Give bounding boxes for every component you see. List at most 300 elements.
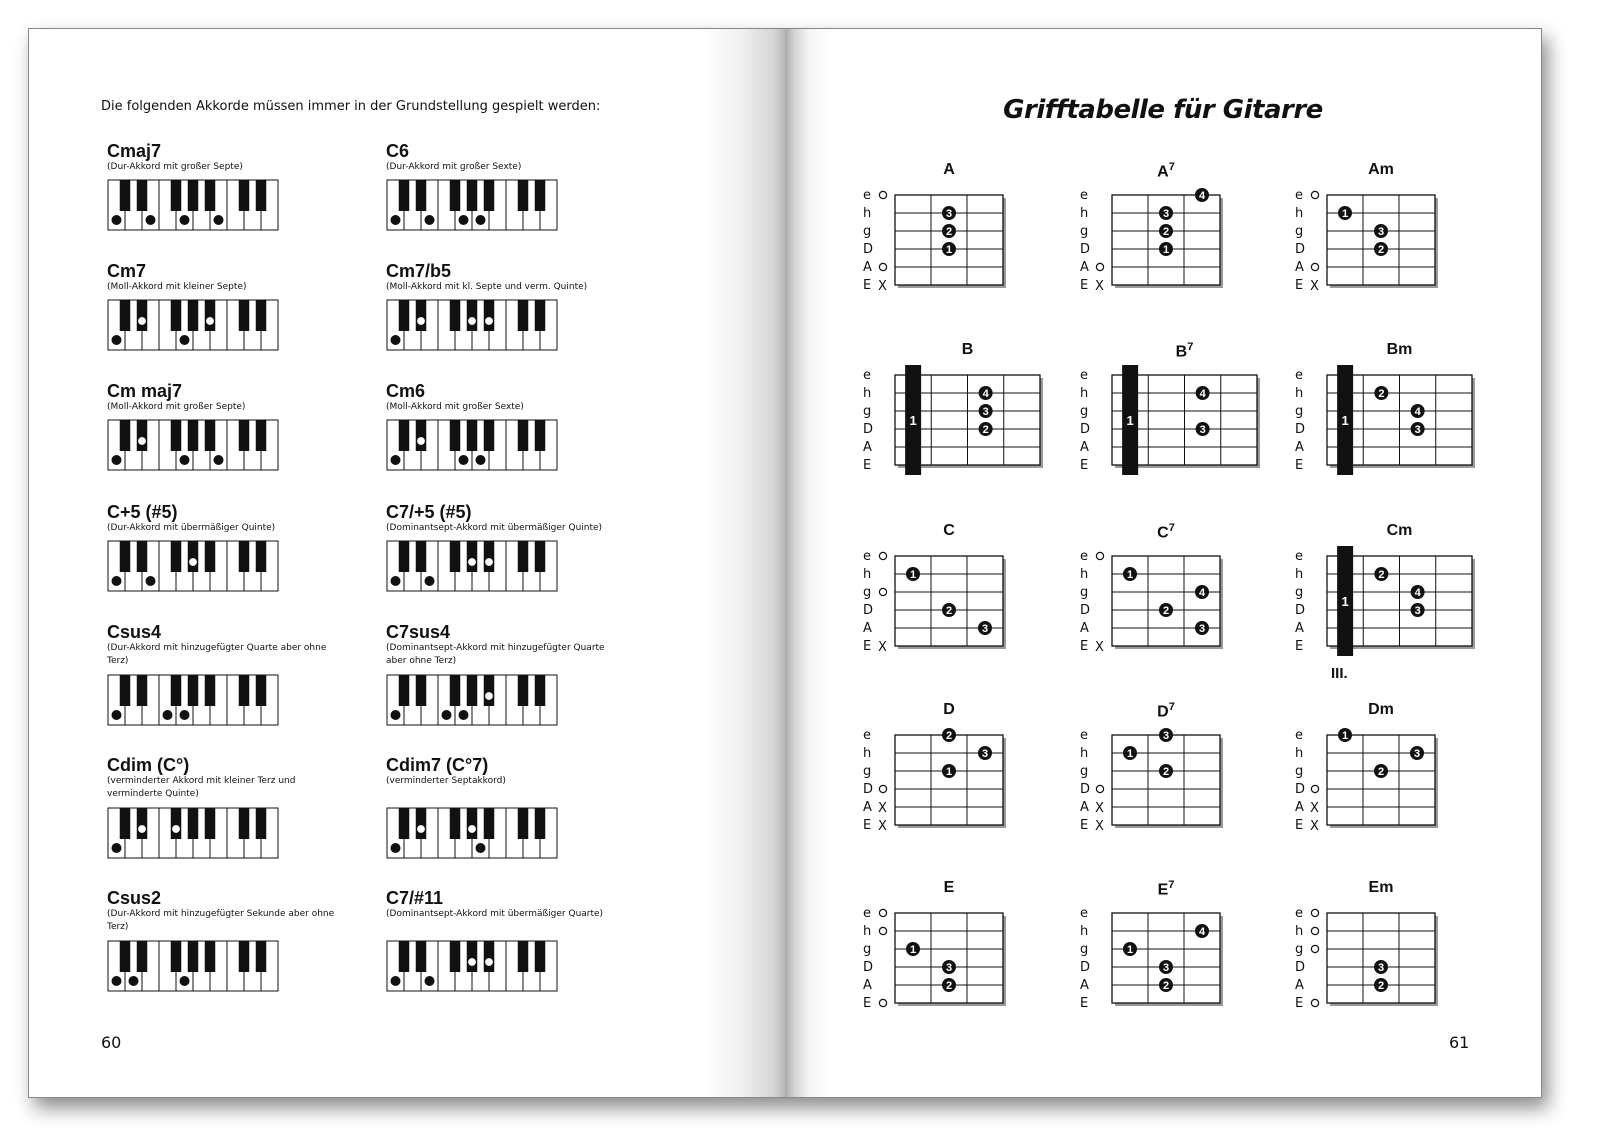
black-key: [120, 675, 131, 706]
chord-name-text: D: [943, 701, 955, 718]
finger-number: 2: [1378, 388, 1385, 400]
black-key: [484, 808, 495, 839]
string-name-label: E: [1295, 639, 1304, 654]
string-name-label: h: [1295, 924, 1304, 939]
open-string-mark: [1096, 263, 1103, 270]
chord-name-text: Bm: [1386, 341, 1413, 358]
guitar-chord-chart: [1072, 341, 1282, 491]
black-key: [399, 300, 410, 331]
black-key: [188, 808, 199, 839]
black-key: [137, 941, 148, 972]
black-key: [467, 941, 478, 972]
finger-number: 3: [945, 962, 953, 974]
string-name-label: g: [1295, 942, 1304, 957]
chord-superscript: 7: [1168, 701, 1175, 713]
black-key: [399, 675, 410, 706]
string-name-label: D: [863, 242, 874, 257]
muted-string-mark: X: [878, 640, 887, 655]
black-key: [171, 180, 182, 211]
string-name-label: E: [863, 278, 872, 293]
open-string-mark: [1311, 263, 1318, 270]
black-key: [535, 675, 546, 706]
black-key: [518, 941, 529, 972]
white-key-dot: [476, 455, 486, 465]
piano-keyboard: [386, 299, 558, 351]
string-name-label: g: [1080, 764, 1089, 779]
string-name-label: h: [1295, 206, 1304, 221]
chord-diagram: [855, 341, 1065, 491]
finger-number: 3: [1414, 605, 1421, 617]
black-key: [171, 675, 182, 706]
keyboard-chord: [386, 622, 686, 732]
string-name-label: g: [1295, 404, 1304, 419]
black-key-dot: [485, 692, 494, 701]
white-key-dot: [180, 710, 190, 720]
string-name-label: E: [1295, 458, 1304, 473]
white-key-dot: [112, 843, 122, 853]
string-name-label: h: [1080, 206, 1089, 221]
chord-name-text: Dm: [1368, 701, 1394, 718]
black-key-dot: [417, 317, 426, 326]
open-string-mark: [879, 552, 886, 559]
chord-description: (Moll-Akkord mit kleiner Septe): [107, 282, 247, 292]
white-key-dot: [214, 215, 224, 225]
black-key: [467, 180, 478, 211]
black-key: [188, 420, 199, 451]
black-key: [484, 420, 495, 451]
finger-number: 3: [1198, 623, 1206, 635]
string-name-label: E: [1080, 996, 1089, 1011]
finger-number: 1: [1126, 569, 1134, 581]
chord-name: Cm7/b5: [386, 261, 452, 281]
muted-string-mark: X: [1310, 279, 1319, 294]
open-string-mark: [1311, 909, 1318, 916]
open-string-mark: [879, 785, 886, 792]
black-key: [467, 420, 478, 451]
chord-name: Cm maj7: [107, 381, 183, 401]
keyboard-chord: [386, 261, 686, 371]
open-string-mark: [1096, 785, 1103, 792]
chord-description: (Dur-Akkord mit hinzugefügter Sekunde aber ohne Terz): [107, 909, 335, 932]
white-key-dot: [112, 976, 122, 986]
black-key: [467, 300, 478, 331]
keyboard-chord: [386, 141, 686, 251]
chord-diagram: [855, 879, 1065, 1029]
white-key-dot: [112, 455, 122, 465]
string-name-label: e: [1080, 368, 1088, 383]
chord-description: (verminderter Septakkord): [386, 776, 506, 786]
piano-keyboard: [107, 807, 279, 859]
black-key-dot: [417, 825, 426, 834]
black-key: [137, 541, 148, 572]
chord-description: (Dominantsept-Akkord mit übermäßiger Quinte): [386, 523, 603, 533]
string-name-label: g: [863, 585, 872, 600]
white-key-dot: [146, 576, 156, 586]
finger-number: 3: [1162, 962, 1170, 974]
guitar-chord-chart: [855, 341, 1065, 491]
black-key: [518, 420, 529, 451]
black-key: [256, 675, 267, 706]
guitar-chord-chart: [855, 161, 1065, 311]
guitar-chord-chart: [1287, 701, 1497, 851]
string-name-label: h: [863, 567, 872, 582]
page-number-right: 61: [1449, 1033, 1470, 1052]
keyboard-chord: [107, 141, 407, 251]
string-name-label: E: [1080, 639, 1089, 654]
chord-diagram: [1072, 341, 1282, 491]
open-string-mark: [879, 999, 886, 1006]
finger-number: 3: [945, 208, 953, 220]
black-key: [399, 420, 410, 451]
piano-keyboard: [386, 540, 558, 592]
chord-diagram: [1072, 161, 1282, 311]
black-key-dot: [417, 437, 426, 446]
black-key-dot: [468, 958, 477, 967]
finger-number: 2: [1162, 605, 1170, 617]
position-marker: III.: [1331, 665, 1348, 682]
chord-name-text: B: [1175, 343, 1188, 361]
black-key: [120, 808, 131, 839]
string-name-label: D: [863, 960, 874, 975]
black-key: [416, 180, 427, 211]
finger-number: 2: [945, 980, 953, 992]
guitar-chord-chart: [855, 701, 1065, 851]
chord-description: (Dominantsept-Akkord mit übermäßiger Quarte): [386, 909, 604, 919]
white-key-dot: [391, 976, 401, 986]
string-name-label: h: [1295, 386, 1304, 401]
keyboard-chord: [386, 755, 686, 865]
black-key-dot: [485, 958, 494, 967]
black-key: [120, 941, 131, 972]
string-name-label: A: [1080, 978, 1089, 993]
piano-keyboard: [386, 674, 558, 726]
black-key: [518, 675, 529, 706]
string-name-label: g: [863, 224, 872, 239]
white-key-dot: [129, 976, 139, 986]
open-string-mark: [879, 927, 886, 934]
string-name-label: D: [863, 603, 874, 618]
white-key-dot: [459, 710, 469, 720]
finger-number: 3: [1413, 748, 1421, 760]
black-key: [188, 541, 199, 572]
chord-name: C7sus4: [386, 622, 451, 642]
chord-superscript: 7: [1168, 161, 1175, 173]
finger-number: 4: [982, 388, 989, 400]
piano-keyboard: [107, 179, 279, 231]
guitar-chord-chart: [1072, 522, 1282, 672]
string-name-label: E: [863, 458, 872, 473]
black-key: [256, 808, 267, 839]
chord-diagram: [1287, 522, 1497, 672]
black-key: [399, 541, 410, 572]
chord-name-text: Am: [1368, 161, 1394, 178]
black-key: [450, 180, 461, 211]
black-key: [171, 300, 182, 331]
black-key: [239, 808, 250, 839]
finger-number: 4: [1414, 406, 1421, 418]
finger-number: 4: [1198, 190, 1206, 202]
finger-number: 2: [945, 605, 953, 617]
chord-name-text: D: [1157, 703, 1169, 721]
string-name-label: D: [1295, 422, 1306, 437]
chord-name: C6: [386, 141, 410, 161]
string-name-label: e: [1080, 549, 1088, 564]
black-key-dot: [206, 317, 215, 326]
string-name-label: e: [1295, 549, 1303, 564]
black-key: [450, 420, 461, 451]
finger-number: 4: [1199, 388, 1206, 400]
string-name-label: E: [1080, 458, 1089, 473]
chord-diagram: [1072, 522, 1282, 672]
white-key-dot: [180, 335, 190, 345]
muted-string-mark: X: [1095, 279, 1104, 294]
finger-number: 3: [982, 406, 989, 418]
string-name-label: h: [1080, 567, 1089, 582]
white-key-dot: [442, 710, 452, 720]
open-string-mark: [1311, 945, 1318, 952]
finger-number: 1: [1341, 208, 1349, 220]
open-string-mark: [1311, 785, 1318, 792]
string-name-label: D: [1080, 603, 1091, 618]
string-name-label: E: [863, 818, 872, 833]
guitar-chord-chart: [1072, 879, 1282, 1029]
songbook-spread: [28, 28, 1542, 1098]
keyboard-chord: [107, 755, 407, 865]
guitar-chord-chart: [1287, 879, 1497, 1029]
chord-name-text: E: [1157, 881, 1169, 899]
chord-name-text: A: [943, 161, 955, 178]
black-key: [518, 300, 529, 331]
barre-finger-number: 1: [1341, 413, 1349, 428]
barre-finger-number: 1: [1341, 594, 1349, 609]
chord-superscript: 7: [1168, 522, 1175, 534]
guitar-chord-chart: [855, 522, 1065, 672]
black-key: [137, 300, 148, 331]
string-name-label: e: [1295, 188, 1303, 203]
white-key-dot: [459, 455, 469, 465]
string-name-label: E: [863, 996, 872, 1011]
white-key-dot: [112, 335, 122, 345]
black-key: [416, 541, 427, 572]
finger-number: 1: [1341, 730, 1349, 742]
black-key: [467, 541, 478, 572]
finger-number: 3: [981, 623, 989, 635]
string-name-label: A: [1295, 978, 1304, 993]
page-title: Grifftabelle für Gitarre: [1003, 95, 1323, 125]
string-name-label: A: [1080, 260, 1089, 275]
muted-string-mark: X: [1310, 801, 1319, 816]
finger-number: 1: [1162, 244, 1170, 256]
black-key: [535, 180, 546, 211]
black-key: [416, 808, 427, 839]
string-name-label: h: [1295, 746, 1304, 761]
string-name-label: e: [1295, 728, 1303, 743]
string-name-label: h: [863, 746, 872, 761]
black-key-dot: [172, 825, 181, 834]
black-key: [518, 808, 529, 839]
chord-name-text: C: [1157, 524, 1169, 542]
muted-string-mark: X: [1310, 819, 1319, 834]
black-key: [535, 300, 546, 331]
keyboard-chord: [107, 888, 407, 998]
black-key: [171, 420, 182, 451]
string-name-label: A: [1080, 440, 1089, 455]
piano-keyboard: [107, 540, 279, 592]
guitar-chord-chart: [1072, 161, 1282, 311]
finger-number: 2: [1377, 980, 1385, 992]
finger-number: 3: [1377, 962, 1385, 974]
chord-diagram: [1287, 341, 1497, 491]
finger-number: 4: [1198, 587, 1206, 599]
white-key-dot: [391, 710, 401, 720]
white-key-dot: [112, 710, 122, 720]
black-key: [120, 420, 131, 451]
finger-number: 2: [945, 226, 953, 238]
string-name-label: h: [863, 924, 872, 939]
black-key: [239, 941, 250, 972]
white-key-dot: [214, 455, 224, 465]
black-key: [171, 941, 182, 972]
open-string-mark: [1096, 552, 1103, 559]
black-key: [205, 808, 216, 839]
black-key: [450, 300, 461, 331]
string-name-label: A: [863, 621, 872, 636]
keyboard-chord: [107, 622, 407, 732]
string-name-label: e: [1295, 906, 1303, 921]
black-key: [535, 941, 546, 972]
string-name-label: h: [1080, 746, 1089, 761]
string-name-label: A: [863, 800, 872, 815]
chord-name: C7/+5 (#5): [386, 502, 472, 522]
chord-name: Csus2: [107, 888, 162, 908]
finger-number: 3: [981, 748, 989, 760]
muted-string-mark: X: [878, 819, 887, 834]
black-key: [450, 941, 461, 972]
white-key-dot: [425, 576, 435, 586]
string-name-label: g: [1080, 404, 1089, 419]
string-name-label: A: [1295, 260, 1304, 275]
open-string-mark: [879, 263, 886, 270]
finger-number: 3: [1199, 424, 1206, 436]
barre-finger-number: 1: [909, 413, 917, 428]
black-key: [239, 675, 250, 706]
chord-name: Cdim7 (C°7): [386, 755, 489, 775]
chord-name: Cmaj7: [107, 141, 162, 161]
muted-string-mark: X: [1095, 819, 1104, 834]
muted-string-mark: X: [1095, 801, 1104, 816]
keyboard-chord: [107, 381, 407, 491]
chord-description: (Dominantsept-Akkord mit hinzugefügter Quarte aber ohne Terz): [386, 643, 605, 666]
black-key: [416, 420, 427, 451]
string-name-label: e: [863, 728, 871, 743]
string-name-label: A: [863, 978, 872, 993]
chord-name: Cdim (C°): [107, 755, 190, 775]
black-key: [205, 300, 216, 331]
black-key: [484, 941, 495, 972]
chord-description: (Moll-Akkord mit großer Septe): [107, 402, 246, 412]
black-key: [188, 941, 199, 972]
finger-number: 2: [945, 730, 953, 742]
string-name-label: e: [1080, 728, 1088, 743]
string-name-label: g: [1295, 224, 1304, 239]
string-name-label: D: [1295, 242, 1306, 257]
black-key: [399, 180, 410, 211]
black-key: [535, 541, 546, 572]
string-name-label: e: [863, 368, 871, 383]
white-key-dot: [391, 843, 401, 853]
black-key: [416, 675, 427, 706]
string-name-label: E: [863, 639, 872, 654]
black-key: [188, 675, 199, 706]
guitar-chord-chart: [1287, 522, 1497, 672]
black-key: [535, 420, 546, 451]
open-string-mark: [1311, 191, 1318, 198]
chord-description: (Dur-Akkord mit großer Sexte): [386, 162, 522, 172]
finger-number: 3: [1414, 424, 1421, 436]
black-key: [205, 420, 216, 451]
string-name-label: A: [863, 440, 872, 455]
white-key-dot: [459, 215, 469, 225]
keyboard-chord: [386, 381, 686, 491]
right-page: [785, 29, 1541, 1097]
white-key-dot: [425, 215, 435, 225]
white-key-dot: [476, 843, 486, 853]
string-name-label: D: [1295, 960, 1306, 975]
white-key-dot: [180, 215, 190, 225]
string-name-label: A: [1080, 621, 1089, 636]
black-key: [120, 180, 131, 211]
black-key: [467, 808, 478, 839]
white-key-dot: [146, 215, 156, 225]
finger-number: 4: [1198, 926, 1206, 938]
white-key-dot: [180, 976, 190, 986]
white-key-dot: [391, 455, 401, 465]
finger-number: 2: [982, 424, 989, 436]
chord-description: (verminderter Akkord mit kleiner Terz und verminderte Quinte): [107, 776, 296, 799]
chord-diagram: [1287, 879, 1497, 1029]
black-key: [450, 675, 461, 706]
piano-keyboard: [386, 179, 558, 231]
finger-number: 2: [1377, 766, 1385, 778]
piano-keyboard: [386, 419, 558, 471]
black-key-dot: [138, 317, 147, 326]
chord-name-text: Cm: [1386, 522, 1413, 539]
white-key-dot: [391, 335, 401, 345]
string-name-label: g: [1080, 942, 1089, 957]
barre-finger-number: 1: [1126, 413, 1134, 428]
string-name-label: A: [1080, 800, 1089, 815]
string-name-label: g: [1295, 764, 1304, 779]
black-key: [137, 180, 148, 211]
chord-name-text: Em: [1368, 879, 1394, 896]
chord-name: Csus4: [107, 622, 162, 642]
white-key-dot: [425, 976, 435, 986]
string-name-label: E: [1295, 996, 1304, 1011]
string-name-label: A: [1295, 621, 1304, 636]
string-name-label: A: [863, 260, 872, 275]
guitar-chord-chart: [1287, 341, 1497, 491]
string-name-label: D: [1080, 960, 1091, 975]
black-key: [399, 808, 410, 839]
finger-number: 3: [1162, 208, 1170, 220]
black-key: [120, 541, 131, 572]
keyboard-chord: [386, 888, 686, 998]
black-key: [256, 300, 267, 331]
black-key: [535, 808, 546, 839]
string-name-label: A: [1295, 800, 1304, 815]
intro-text: Die folgenden Akkorde müssen immer in der Grundstellung gespielt werden:: [101, 99, 601, 114]
string-name-label: h: [863, 386, 872, 401]
